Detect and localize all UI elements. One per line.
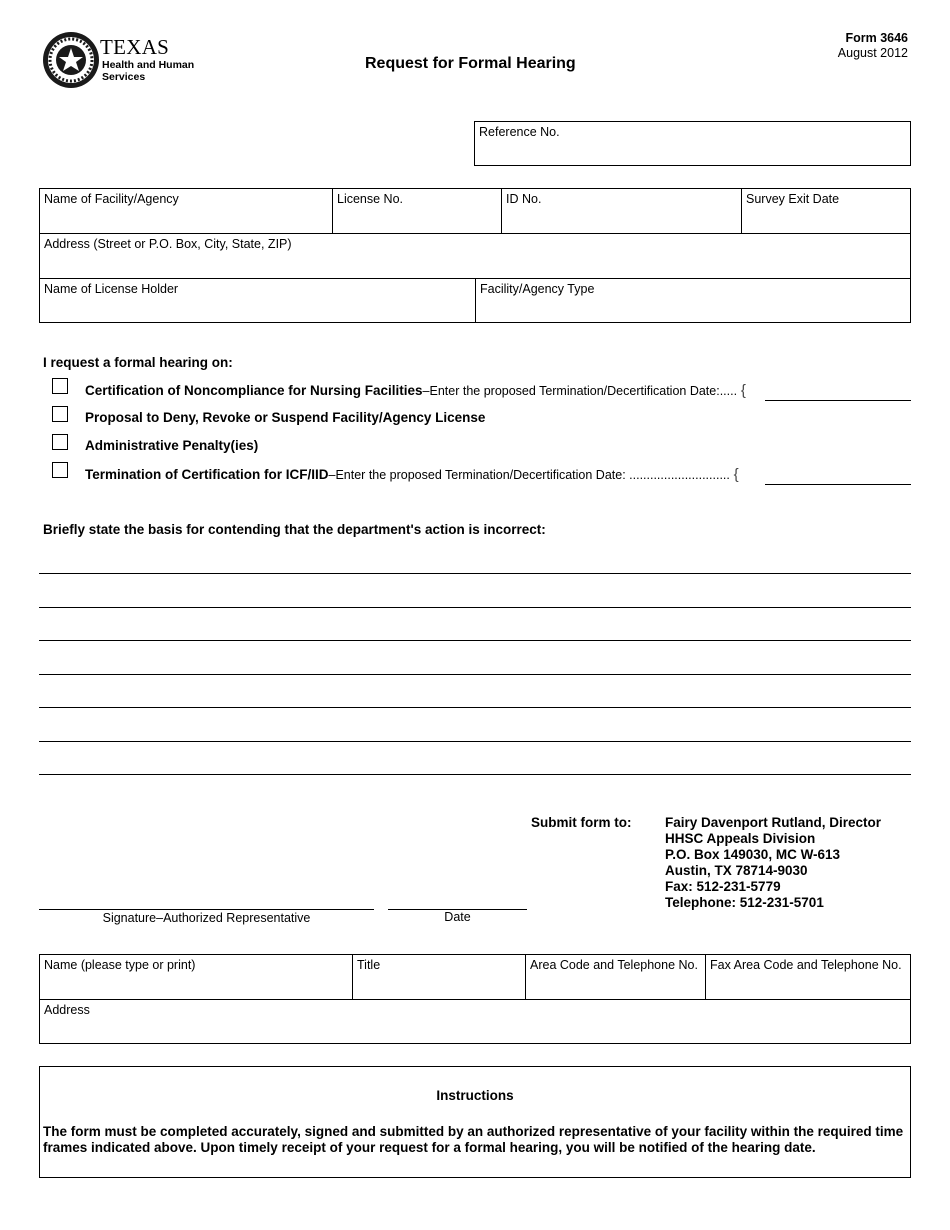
id-no-label: ID No. (506, 192, 542, 206)
submit-line-3: P.O. Box 149030, MC W-613 (665, 847, 841, 862)
instructions-box (39, 1066, 911, 1178)
rep-title-field[interactable] (353, 955, 525, 999)
basis-line-3[interactable] (39, 640, 911, 641)
submit-line-4: Austin, TX 78714-9030 (665, 863, 808, 878)
logo-line2-text: Health and Human (102, 59, 195, 71)
option-3-label (85, 438, 258, 453)
option-1-checkbox[interactable] (52, 378, 68, 394)
license-no-label: License No. (337, 192, 404, 206)
submit-address (665, 815, 881, 911)
rep-address-label: Address (44, 1003, 90, 1017)
license-holder-label: Name of License Holder (44, 282, 179, 296)
page-title: Request for Formal Hearing (365, 55, 576, 72)
logo-texas-text: TEXAS (100, 35, 170, 59)
form-number: Form 3646 (845, 31, 908, 45)
id-no-field[interactable] (502, 189, 741, 233)
option-2-bold: Proposal to Deny, Revoke or Suspend Facility/Agency License (85, 410, 486, 425)
license-no-field[interactable] (333, 189, 501, 233)
reference-field[interactable] (474, 121, 911, 166)
license-holder-field[interactable] (40, 279, 475, 322)
facility-address-label: Address (Street or P.O. Box, City, State, ZIP) (44, 237, 292, 251)
rep-title-label: Title (357, 958, 381, 972)
date-label: Date (444, 910, 471, 924)
logo (42, 31, 195, 89)
texas-seal-icon (42, 31, 100, 89)
basis-heading: Briefly state the basis for contending that the department's action is incorrect: (43, 522, 546, 537)
basis-line-4[interactable] (39, 674, 911, 675)
facility-name-field[interactable] (40, 189, 332, 233)
survey-exit-date-field[interactable] (742, 189, 910, 233)
rep-phone-label: Area Code and Telephone No. (530, 958, 698, 972)
submit-line-2: HHSC Appeals Division (665, 831, 816, 846)
rep-name-label: Name (please type or print) (44, 958, 196, 972)
facility-name-label: Name of Facility/Agency (44, 192, 179, 206)
facility-address-field[interactable] (40, 234, 910, 278)
signature-label: Signature–Authorized Representative (102, 911, 311, 925)
option-1-date-line[interactable] (765, 400, 911, 401)
basis-line-1[interactable] (39, 573, 911, 574)
option-1-rest: –Enter the proposed Termination/Decertification Date:..... (422, 384, 738, 398)
facility-type-field[interactable] (476, 279, 910, 322)
rep-name-field[interactable] (40, 955, 352, 999)
reference-label: Reference No. (479, 125, 560, 139)
option-4-rest: –Enter the proposed Termination/Decertification Date: ............................. (328, 468, 730, 482)
basis-line-6[interactable] (39, 741, 911, 742)
option-2-checkbox[interactable] (52, 406, 68, 422)
option-3-bold: Administrative Penalty(ies) (85, 438, 259, 453)
option-4-checkbox[interactable] (52, 462, 68, 478)
rep-address-field[interactable] (40, 1000, 910, 1043)
option-3-checkbox[interactable] (52, 434, 68, 450)
basis-line-7[interactable] (39, 774, 911, 775)
submit-label: Submit form to: (531, 815, 632, 830)
option-1-bold: Certification of Noncompliance for Nursing Facilities (85, 383, 423, 398)
option-1-label (85, 382, 746, 399)
option-4-bold: Termination of Certification for ICF/IID (85, 467, 329, 482)
survey-exit-date-label: Survey Exit Date (746, 192, 840, 206)
brace-icon: { (740, 382, 746, 399)
submit-line-1: Fairy Davenport Rutland, Director (665, 815, 882, 830)
representative-table (39, 954, 911, 1044)
submit-line-5: Fax: 512-231-5779 (665, 879, 781, 894)
rep-fax-field[interactable] (706, 955, 910, 999)
request-heading: I request a formal hearing on: (43, 355, 233, 370)
facility-table (39, 188, 911, 323)
logo-line3-text: Services (102, 71, 146, 83)
instructions-body: The form must be completed accurately, signed and submitted by an authorized representative of your facility within the required time frames indicated above. Upon timely receipt of your request for a formal hearing, you will be notified of the hearing date. (43, 1124, 904, 1155)
option-2-label (85, 410, 485, 425)
rep-fax-label: Fax Area Code and Telephone No. (710, 958, 902, 972)
form-date: August 2012 (837, 46, 908, 60)
facility-type-label: Facility/Agency Type (480, 282, 595, 296)
basis-line-5[interactable] (39, 707, 911, 708)
option-4-date-line[interactable] (765, 484, 911, 485)
rep-phone-field[interactable] (526, 955, 705, 999)
submit-line-6: Telephone: 512-231-5701 (665, 895, 824, 910)
basis-line-2[interactable] (39, 607, 911, 608)
instructions-heading: Instructions (436, 1088, 514, 1103)
brace-icon: { (733, 466, 739, 483)
option-4-label (85, 466, 739, 483)
signature-line[interactable] (39, 909, 374, 910)
